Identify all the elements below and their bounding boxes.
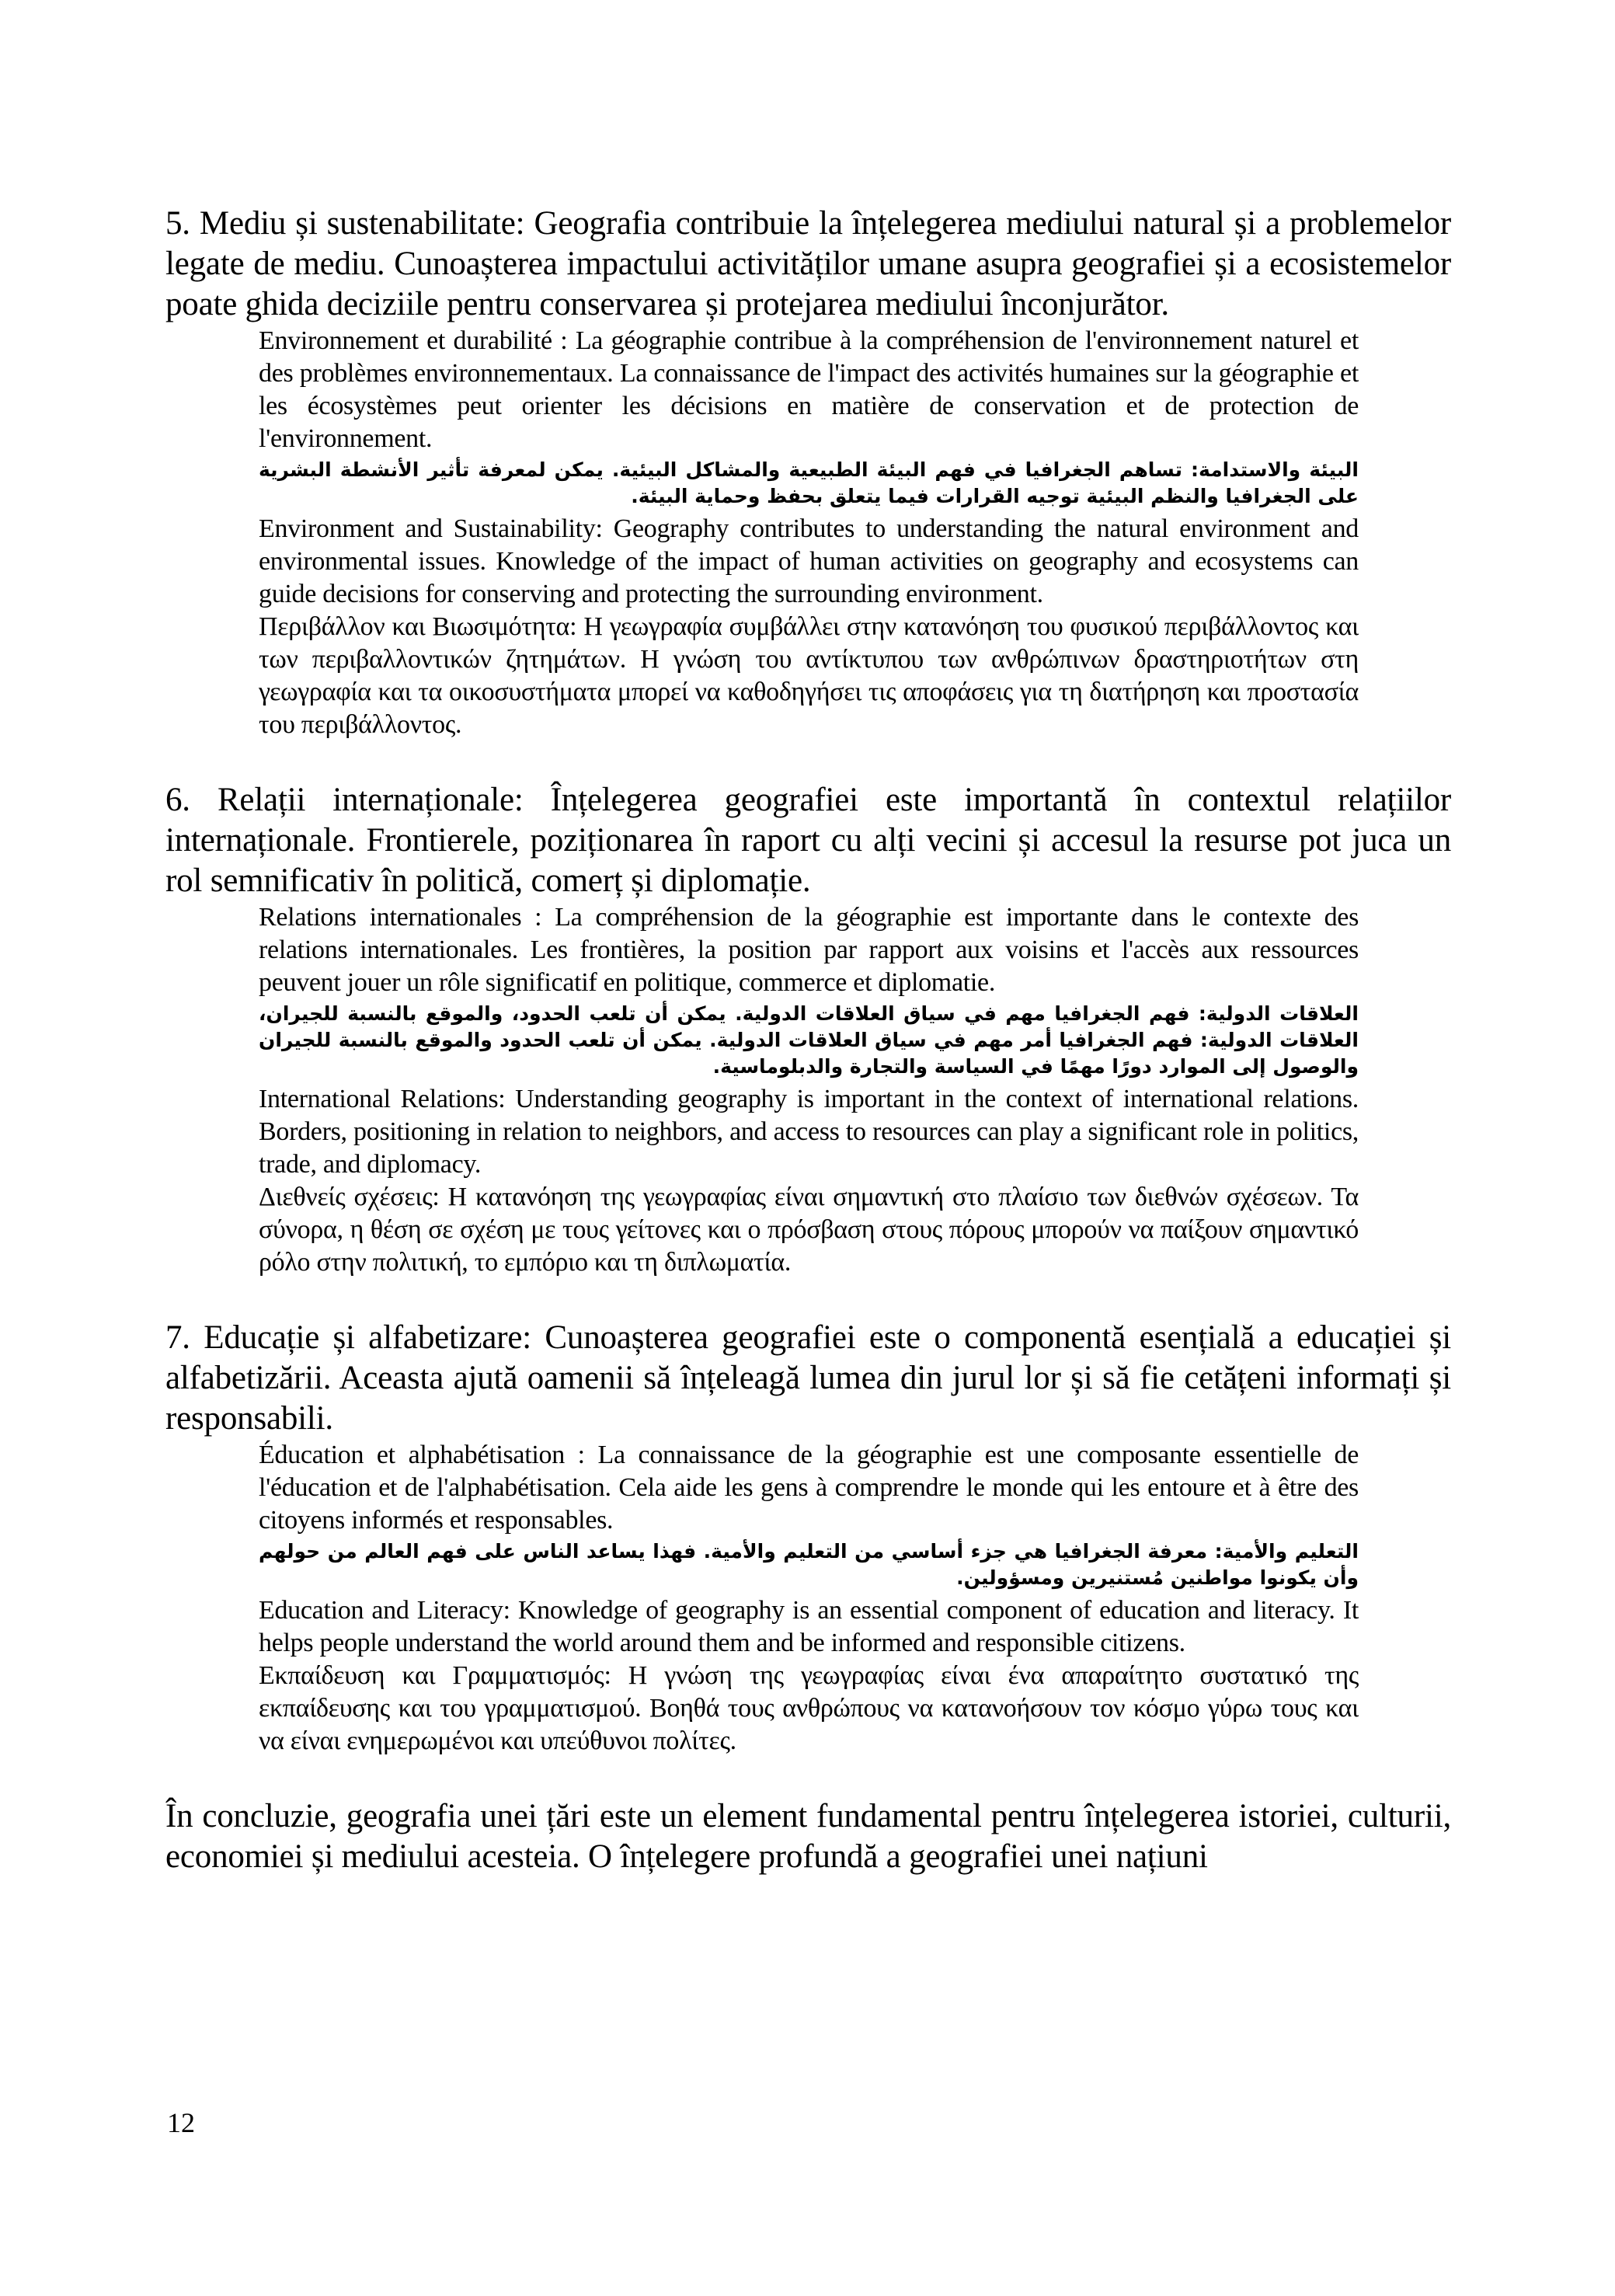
section-conclusion: [165, 1796, 1451, 1877]
section-main-romanian: 6. Relații internaționale: Înțelegerea geografiei este importantă în contextul relațiilor internaționale. Frontierele, poziționarea în raport cu alți vecini și accesul la resurse pot juca un rol semnificativ în politică, comerț și diplomație.: [165, 782, 1451, 899]
translation-arabic: العلاقات الدولية: فهم الجغرافيا مهم في سياق العلاقات الدولية. يمكن أن تلعب الحدود، والموقع بالنسبة للجيران، العلاقات الدولية: فهم الجغرافيا أمر مهم في سياق العلاقات الدولية. يمكن أن تلعب الحدود والموقع بالنسبة للجيران والوصول إلى الموارد دورًا مهمًا في السياسة والتجارة والدبلوماسية.: [259, 1002, 1359, 1078]
section-international-relations: [165, 780, 1451, 1279]
translation-greek: Εκπαίδευση και Γραμματισμός: Η γνώση της γεωγραφίας είναι ένα απαραίτητο συστατικό της εκπαίδευσης και του γραμματισμού. Βοηθά τους ανθρώπους να κατανοήσουν τον κόσμο γύρω τους και να είναι ενημερωμένοι και υπεύθυνοι πολίτες.: [259, 1661, 1359, 1755]
page-content: [165, 204, 1451, 1916]
translations-block: [259, 325, 1359, 741]
section-main-romanian: 7. Educație și alfabetizare: Cunoașterea geografiei este o componentă esențială a educației și alfabetizării. Aceasta ajută oamenii să înțeleagă lumea din jurul lor și să fie cetățeni informați și responsabili.: [165, 1319, 1451, 1437]
translation-greek: Διεθνείς σχέσεις: Η κατανόηση της γεωγραφίας είναι σημαντική στο πλαίσιο των διεθνών σχέσεων. Τα σύνορα, η θέση σε σχέση με τους γείτονες και ο πρόσβαση στους πόρους μπορούν να παίξουν σημαντικό ρόλο στην πολιτική, το εμπόριο και τη διπλωματία.: [259, 1183, 1359, 1277]
translation-english: International Relations: Understanding geography is important in the context of international relations. Borders, positioning in relation to neighbors, and access to resources can play a significant role in politics, trade, and diplomacy.: [259, 1085, 1359, 1179]
translation-french: Environnement et durabilité : La géographie contribue à la compréhension de l'environnement naturel et des problèmes environnementaux. La connaissance de l'impact des activités humaines sur la géographie et les écosystèmes peut orienter les décisions en matière de conservation et de protection de l'environnement.: [259, 326, 1359, 453]
section-environment: [165, 204, 1451, 741]
translation-greek: Περιβάλλον και Βιωσιμότητα: Η γεωγραφία συμβάλλει στην κατανόηση του φυσικού περιβάλλοντος και των περιβαλλοντικών ζητημάτων. Η γνώση του αντίκτυπου των ανθρώπινων δραστηριοτήτων στη γεωγραφία και τα οικοσυστήματα μπορεί να καθοδηγήσει τις αποφάσεις για τη διατήρηση και προστασία του περιβάλλοντος.: [259, 612, 1359, 739]
section-main-romanian: 5. Mediu și sustenabilitate: Geografia contribuie la înțelegerea mediului natural și a problemelor legate de mediu. Cunoașterea impactului activităților umane asupra geografiei și a ecosistemelor poate ghida deciziile pentru conservarea și protejarea mediului înconjurător.: [165, 205, 1451, 322]
conclusion-paragraph: În concluzie, geografia unei țări este un element fundamental pentru înțelegerea istoriei, culturii, economiei și mediului acesteia. O înțelegere profundă a geografiei unei națiuni: [165, 1798, 1451, 1875]
translation-french: Relations internationales : La compréhension de la géographie est importante dans le contexte des relations internationales. Les frontières, la position par rapport aux voisins et l'accès aux ressources peuvent jouer un rôle significatif en politique, commerce et diplomatie.: [259, 903, 1359, 997]
translation-arabic: التعليم والأمية: معرفة الجغرافيا هي جزء أساسي من التعليم والأمية. فهذا يساعد الناس على فهم العالم من حولهم وأن يكونوا مواطنين مُستنيرين ومسؤولين.: [259, 1540, 1359, 1589]
page-number: 12: [167, 2107, 195, 2138]
translation-english: Education and Literacy: Knowledge of geography is an essential component of education and literacy. It helps people understand the world around them and be informed and responsible citizens.: [259, 1596, 1359, 1657]
section-education: [165, 1318, 1451, 1758]
translation-french: Éducation et alphabétisation : La connaissance de la géographie est une composante essentielle de l'éducation et de l'alphabétisation. Cela aide les gens à comprendre le monde qui les entoure et à être des citoyens informés et responsables.: [259, 1441, 1359, 1535]
translations-block: [259, 901, 1359, 1279]
translation-english: Environment and Sustainability: Geography contributes to understanding the natural environment and environmental issues. Knowledge of the impact of human activities on geography and ecosystems can guide decisions for conserving and protecting the surrounding environment.: [259, 514, 1359, 608]
translations-block: [259, 1439, 1359, 1758]
translation-arabic: البيئة والاستدامة: تساهم الجغرافيا في فهم البيئة الطبيعية والمشاكل البيئية. يمكن لمعرفة تأثير الأنشطة البشرية على الجغرافيا والنظم البيئية توجيه القرارات فيما يتعلق بحفظ وحماية البيئة.: [259, 458, 1359, 507]
